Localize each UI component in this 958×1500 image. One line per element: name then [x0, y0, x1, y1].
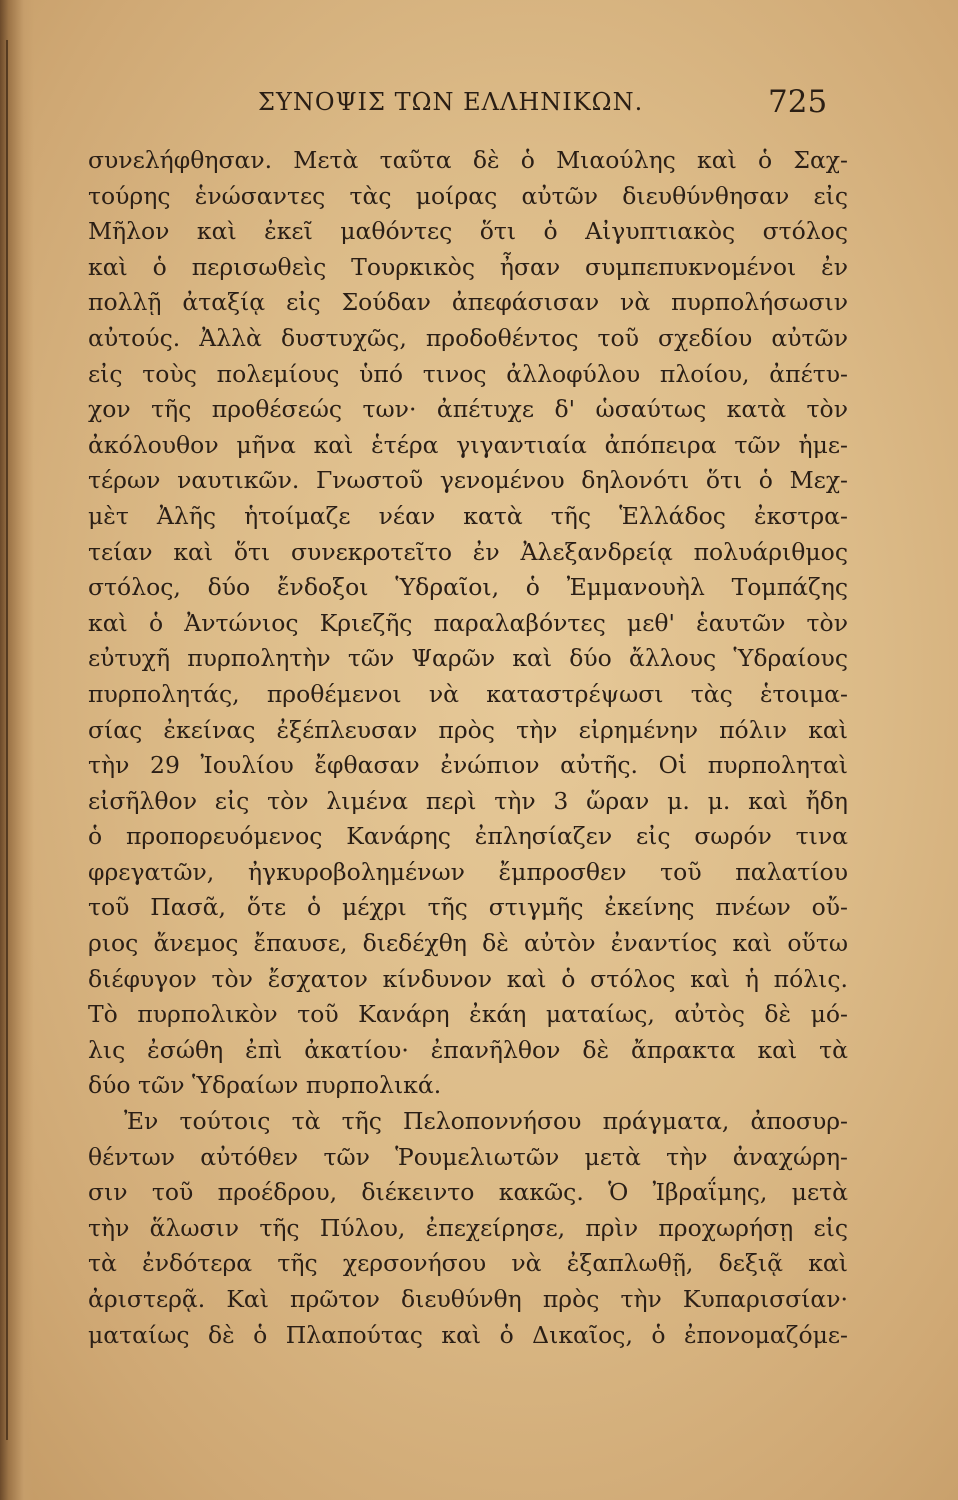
running-head: ΣΥΝΟΨΙΣ ΤΩΝ ΕΛΛΗΝΙΚΩΝ. [258, 88, 644, 116]
text-line: τὴν ἅλωσιν τῆς Πύλου, ἐπεχείρησε, πρὶν προχωρήσῃ εἰς [88, 1213, 848, 1242]
text-line: ὁ προπορευόμενος Κανάρης ἐπλησίαζεν εἰς σωρόν τινα [88, 822, 848, 851]
text-line: ριος ἄνεμος ἔπαυσε, διεδέχθη δὲ αὐτὸν ἐναντίος καὶ οὕτω [88, 929, 848, 958]
text-line: μὲτ Ἀλῆς ἡτοίμαζε νέαν κατὰ τῆς Ἑλλάδος ἐκστρα- [88, 501, 848, 530]
text-line: θέντων αὐτόθεν τῶν Ῥουμελιωτῶν μετὰ τὴν ἀναχώρη- [88, 1142, 848, 1171]
text-line: τούρης ἑνώσαντες τὰς μοίρας αὐτῶν διευθύνθησαν εἰς [88, 181, 848, 210]
binding-gutter [0, 0, 34, 1500]
text-line: καὶ ὁ Ἀντώνιος Κριεζῆς παραλαβόντες μεθ' ἑαυτῶν τὸν [88, 608, 848, 637]
text-line: ἀριστερᾷ. Καὶ πρῶτον διευθύνθη πρὸς τὴν Κυπαρισσίαν· [88, 1285, 848, 1313]
paragraph-start-line: Ἐν τούτοις τὰ τῆς Πελοποννήσου πράγματα, ἀποσυρ- [124, 1107, 848, 1136]
text-line: εἰσῆλθον εἰς τὸν λιμένα περὶ τὴν 3 ὥραν μ. μ. καὶ ἤδη [88, 786, 848, 815]
text-line: φρεγατῶν, ἠγκυροβολημένων ἔμπροσθεν τοῦ παλατίου [88, 857, 848, 886]
text-line: συνελήφθησαν. Μετὰ ταῦτα δὲ ὁ Μιαούλης καὶ ὁ Σαχ- [88, 146, 848, 174]
text-line: τὴν 29 Ἰουλίου ἔφθασαν ἐνώπιον αὐτῆς. Οἱ πυρποληταὶ [88, 751, 848, 780]
text-line: Τὸ πυρπολικὸν τοῦ Κανάρη ἐκάη ματαίως, αὐτὸς δὲ μό- [88, 1000, 848, 1029]
text-line: λις ἐσώθη ἐπὶ ἀκατίου· ἐπανῆλθον δὲ ἄπρακτα καὶ τὰ [88, 1035, 848, 1064]
text-line: πυρπολητάς, προθέμενοι νὰ καταστρέψωσι τὰς ἑτοιμα- [88, 679, 848, 708]
text-line: αὐτούς. Ἀλλὰ δυστυχῶς, προδοθέντος τοῦ σχεδίου αὐτῶν [88, 323, 848, 352]
text-line: πολλῇ ἀταξίᾳ εἰς Σούδαν ἀπεφάσισαν νὰ πυρπολήσωσιν [88, 288, 848, 317]
binding-edge [6, 40, 8, 1440]
text-line: ἀκόλουθον μῆνα καὶ ἑτέρα γιγαντιαία ἀπόπειρα τῶν ἡμε- [88, 430, 848, 459]
paragraph-end-line: δύο τῶν Ὑδραίων πυρπολικά. [88, 1071, 442, 1100]
page-number: 725 [768, 84, 828, 120]
text-line: διέφυγον τὸν ἔσχατον κίνδυνον καὶ ὁ στόλος καὶ ἡ πόλις. [88, 964, 848, 993]
text-line: χον τῆς προθέσεώς των· ἀπέτυχε δ' ὡσαύτως κατὰ τὸν [88, 395, 848, 424]
text-line: στόλος, δύο ἔνδοξοι Ὑδραῖοι, ὁ Ἐμμανουὴλ Τομπάζης [88, 573, 848, 602]
text-line: τοῦ Πασᾶ, ὅτε ὁ μέχρι τῆς στιγμῆς ἐκείνης πνέων οὔ- [88, 893, 848, 922]
page-header [0, 86, 958, 126]
text-line: τὰ ἐνδότερα τῆς χερσονήσου νὰ ἐξαπλωθῇ, δεξιᾷ καὶ [88, 1249, 848, 1278]
text-line: καὶ ὁ περισωθεὶς Τουρκικὸς ἦσαν συμπεπυκνομένοι ἐν [88, 252, 848, 281]
text-line: εὐτυχῆ πυρπολητὴν τῶν Ψαρῶν καὶ δύο ἄλλους Ὑδραίους [88, 644, 848, 673]
text-line: σίας ἐκείνας ἐξέπλευσαν πρὸς τὴν εἰρημένην πόλιν καὶ [88, 715, 848, 744]
text-line: Μῆλον καὶ ἐκεῖ μαθόντες ὅτι ὁ Αἰγυπτιακὸς στόλος [88, 217, 848, 246]
body-text [88, 143, 848, 1353]
text-line: σιν τοῦ προέδρου, διέκειντο κακῶς. Ὁ Ἰβραΐμης, μετὰ [88, 1178, 848, 1207]
text-line: τέρων ναυτικῶν. Γνωστοῦ γενομένου δηλονότι ὅτι ὁ Μεχ- [88, 466, 848, 495]
text-line: εἰς τοὺς πολεμίους ὑπό τινος ἀλλοφύλου πλοίου, ἀπέτυ- [88, 359, 848, 388]
text-line: ματαίως δὲ ὁ Πλαπούτας καὶ ὁ Δικαῖος, ὁ ἐπονομαζόμε- [88, 1320, 848, 1349]
text-line: τείαν καὶ ὅτι συνεκροτεῖτο ἐν Ἀλεξανδρείᾳ πολυάριθμος [88, 537, 848, 566]
